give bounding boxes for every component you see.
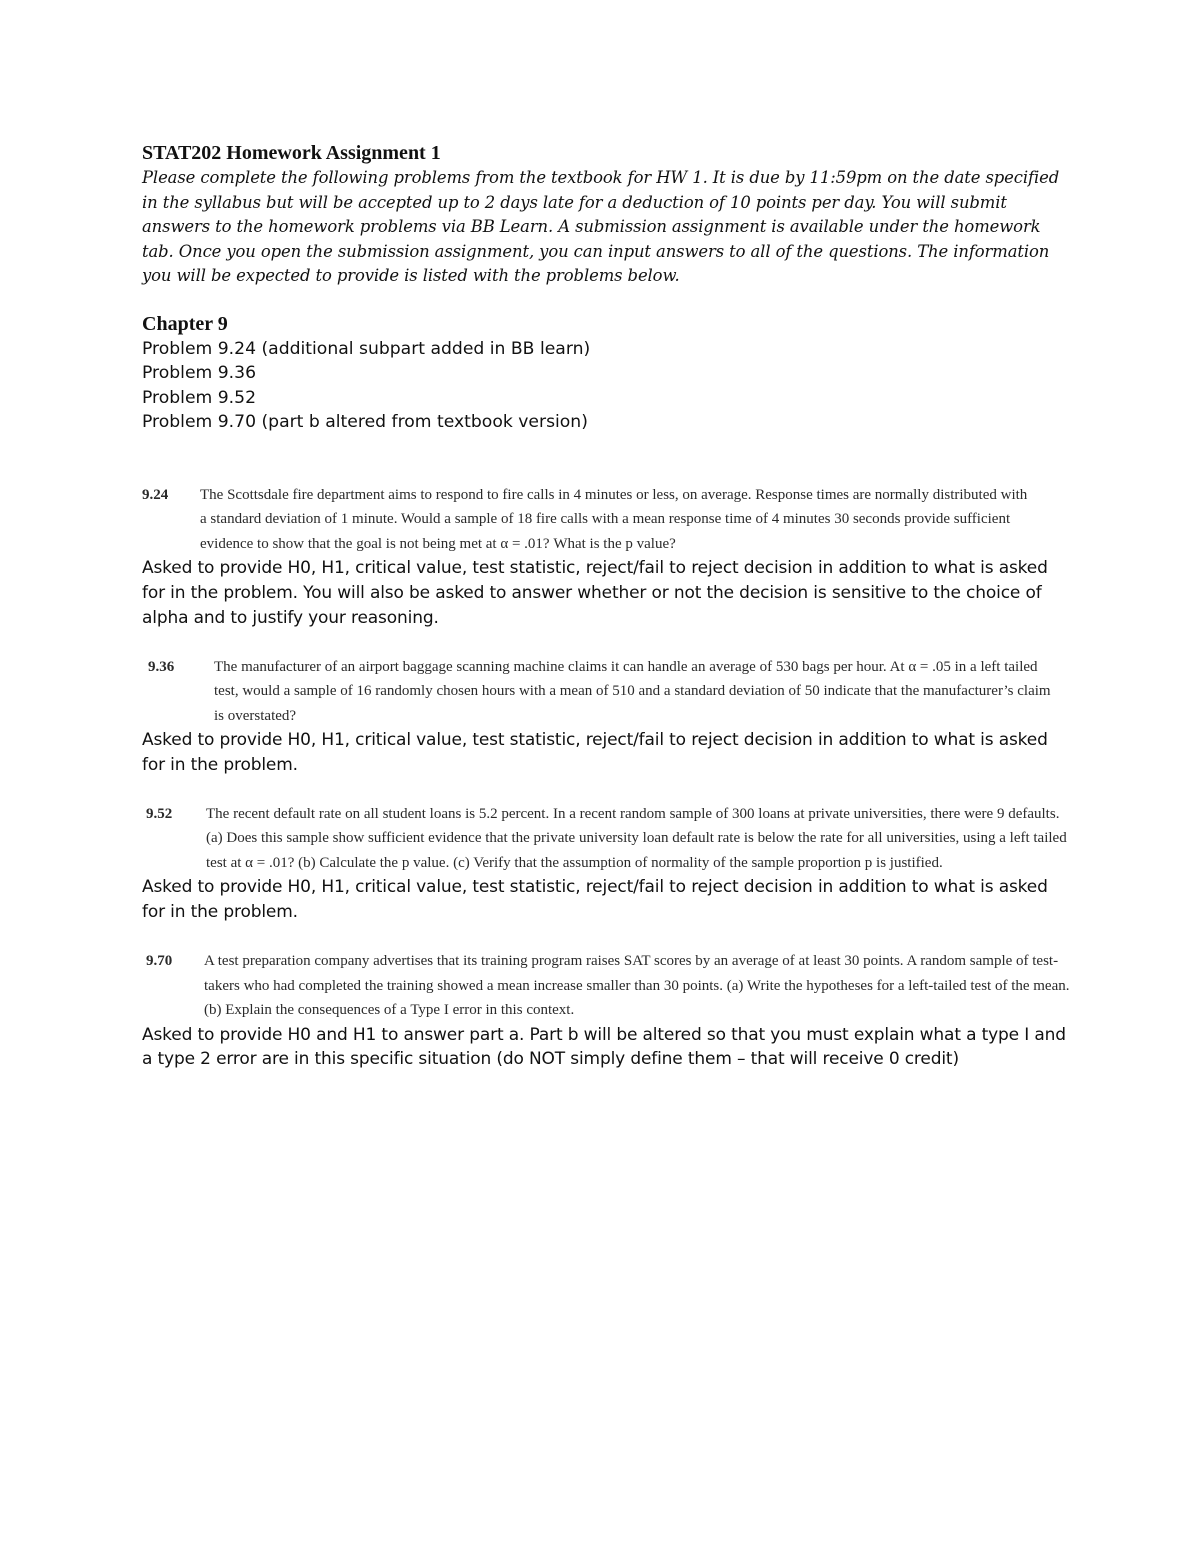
problem-list-item: Problem 9.24 (additional subpart added in BB learn) bbox=[142, 338, 591, 359]
problem-excerpt bbox=[142, 949, 1072, 1023]
problem-9-24 bbox=[142, 483, 1072, 631]
problem-instructions: Asked to provide H0, H1, critical value, test statistic, reject/fail to reject decision in addition to what is asked for in the problem. bbox=[142, 730, 1048, 776]
problem-excerpt bbox=[142, 802, 1072, 876]
problem-text: The manufacturer of an airport baggage scanning machine claims it can handle an average of 530 bags per hour. At α = .05 in a left tailed test, would a sample of 16 randomly chosen hours with a mean of 510 and a standard deviation of 50 indicate that the manufacturer’s claim is overstated? bbox=[214, 658, 1051, 724]
problem-number: 9.24 bbox=[142, 486, 169, 503]
problem-text: The recent default rate on all student loans is 5.2 percent. In a recent random sample of 300 loans at private universities, there were 9 defaults. (a) Does this sample show sufficient evidence that the private university loan default rate is below the rate for all universities, using a left tailed test at α = .01? (b) Calculate the p value. (c) Verify that the assumption of normality of the sample proportion p is justified. bbox=[206, 805, 1067, 871]
problem-text: The Scottsdale fire department aims to respond to fire calls in 4 minutes or less, on average. Response times are normally distributed with a standard deviation of 1 minute. Would a sample of 18 fire calls with a mean response time of 4 minutes 30 seconds provide sufficient evidence to show that the goal is not being met at α = .01? What is the p value? bbox=[200, 486, 1028, 552]
problem-instructions: Asked to provide H0, H1, critical value, test statistic, reject/fail to reject decision in addition to what is asked for in the problem. bbox=[142, 877, 1048, 923]
chapter-heading: Chapter 9 bbox=[142, 312, 228, 335]
document-page bbox=[142, 140, 1072, 1072]
problem-instructions: Asked to provide H0 and H1 to answer part a. Part b will be altered so that you must explain what a type I and a type 2 error are in this specific situation (do NOT simply define them – that will receive 0 credit) bbox=[142, 1024, 1066, 1070]
problem-9-70 bbox=[142, 949, 1072, 1072]
problem-list bbox=[142, 337, 1072, 435]
problem-number: 9.52 bbox=[146, 805, 173, 822]
problem-excerpt bbox=[142, 483, 1072, 557]
problem-text: A test preparation company advertises that its training program raises SAT scores by an average of at least 30 points. A random sample of test-takers who had completed the training showed a mean increase smaller than 30 points. (a) Write the hypotheses for a left-tailed test of the mean. (b) Explain the consequences of a Type I error in this context. bbox=[204, 953, 1070, 1019]
problem-excerpt bbox=[142, 655, 1072, 729]
problem-number: 9.36 bbox=[148, 658, 175, 675]
problem-list-item: Problem 9.70 (part b altered from textbook version) bbox=[142, 412, 588, 433]
problem-9-52 bbox=[142, 802, 1072, 925]
problem-number: 9.70 bbox=[146, 953, 173, 970]
problem-list-item: Problem 9.36 bbox=[142, 363, 257, 384]
problem-list-item: Problem 9.52 bbox=[142, 387, 257, 408]
problem-9-36 bbox=[142, 655, 1072, 778]
problem-instructions: Asked to provide H0, H1, critical value, test statistic, reject/fail to reject decision in addition to what is asked for in the problem. You will also be asked to answer whether or not the decision is sensitive to the choice of alpha and to justify your reasoning. bbox=[142, 558, 1048, 629]
intro-paragraph: Please complete the following problems from the textbook for HW 1. It is due by 11:59pm on the date specified in the syllabus but will be accepted up to 2 days late for a deduction of 10 points per day. You will submit answers to the homework problems via BB Learn. A submission assignment is available under the homework tab. Once you open the submission assignment, you can input answers to all of the questions. The information you will be expected to provide is listed with the problems below. bbox=[142, 168, 1060, 286]
document-title: STAT202 Homework Assignment 1 bbox=[142, 142, 441, 164]
